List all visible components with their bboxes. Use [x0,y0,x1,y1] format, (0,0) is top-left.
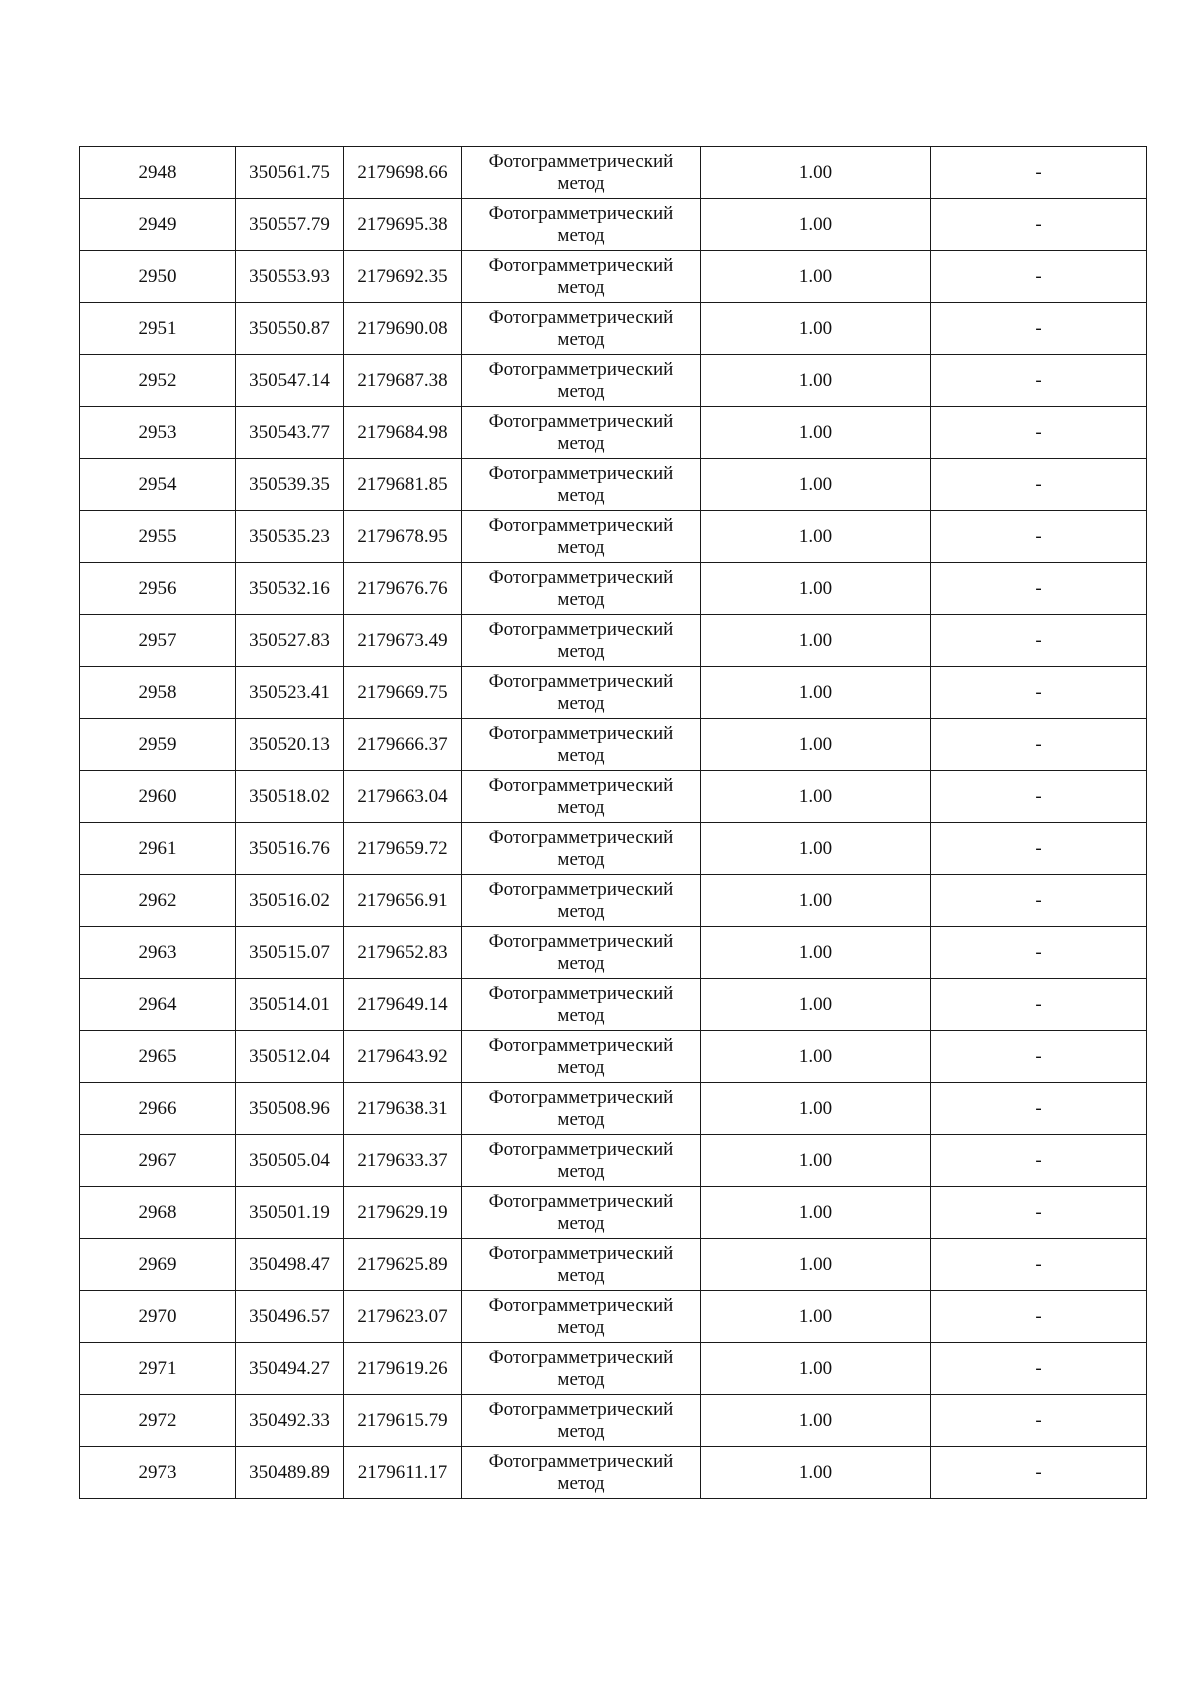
point-number-cell: 2965 [80,1031,236,1083]
y-coordinate-cell: 2179681.85 [344,459,462,511]
accuracy-cell: 1.00 [701,147,931,199]
method-line-1: Фотограмметрический [488,930,674,952]
method-cell [462,615,701,667]
method-line-2: метод [557,172,605,194]
accuracy-cell: 1.00 [701,1239,931,1291]
method-line-1: Фотограмметрический [488,1138,674,1160]
y-coordinate-cell: 2179678.95 [344,511,462,563]
table-row [80,1343,1147,1395]
point-number-cell: 2968 [80,1187,236,1239]
x-coordinate-cell: 350516.76 [236,823,344,875]
accuracy-cell: 1.00 [701,1031,931,1083]
table-row [80,667,1147,719]
note-cell: - [931,1291,1147,1343]
method-line-1: Фотограмметрический [488,826,674,848]
accuracy-cell: 1.00 [701,251,931,303]
point-number-cell: 2960 [80,771,236,823]
method-line-2: метод [557,276,605,298]
table-row [80,1291,1147,1343]
method-line-1: Фотограмметрический [488,670,674,692]
y-coordinate-cell: 2179698.66 [344,147,462,199]
table-row [80,771,1147,823]
table-row [80,563,1147,615]
table-row [80,1031,1147,1083]
point-number-cell: 2973 [80,1447,236,1499]
accuracy-cell: 1.00 [701,1083,931,1135]
accuracy-cell: 1.00 [701,1395,931,1447]
method-line-1: Фотограмметрический [488,202,674,224]
method-line-2: метод [557,1160,605,1182]
method-line-1: Фотограмметрический [488,1450,674,1472]
point-number-cell: 2956 [80,563,236,615]
method-line-1: Фотограмметрический [488,1398,674,1420]
accuracy-cell: 1.00 [701,511,931,563]
method-cell [462,771,701,823]
table-row [80,927,1147,979]
note-cell: - [931,563,1147,615]
point-number-cell: 2958 [80,667,236,719]
method-line-1: Фотограмметрический [488,1346,674,1368]
method-line-1: Фотограмметрический [488,1190,674,1212]
accuracy-cell: 1.00 [701,459,931,511]
x-coordinate-cell: 350512.04 [236,1031,344,1083]
method-cell [462,979,701,1031]
coordinates-table-body [80,147,1147,1499]
note-cell: - [931,1343,1147,1395]
point-number-cell: 2964 [80,979,236,1031]
accuracy-cell: 1.00 [701,563,931,615]
method-line-2: метод [557,1004,605,1026]
accuracy-cell: 1.00 [701,1135,931,1187]
point-number-cell: 2953 [80,407,236,459]
method-line-2: метод [557,1420,605,1442]
y-coordinate-cell: 2179625.89 [344,1239,462,1291]
y-coordinate-cell: 2179619.26 [344,1343,462,1395]
method-cell [462,459,701,511]
method-cell [462,927,701,979]
method-line-2: метод [557,1316,605,1338]
method-line-1: Фотограмметрический [488,1034,674,1056]
method-line-2: метод [557,744,605,766]
method-line-2: метод [557,1472,605,1494]
method-line-2: метод [557,432,605,454]
method-line-1: Фотограмметрический [488,358,674,380]
method-line-2: метод [557,796,605,818]
point-number-cell: 2966 [80,1083,236,1135]
y-coordinate-cell: 2179673.49 [344,615,462,667]
method-cell [462,1239,701,1291]
x-coordinate-cell: 350547.14 [236,355,344,407]
note-cell: - [931,927,1147,979]
accuracy-cell: 1.00 [701,355,931,407]
method-cell [462,355,701,407]
y-coordinate-cell: 2179659.72 [344,823,462,875]
point-number-cell: 2957 [80,615,236,667]
y-coordinate-cell: 2179623.07 [344,1291,462,1343]
x-coordinate-cell: 350553.93 [236,251,344,303]
x-coordinate-cell: 350518.02 [236,771,344,823]
method-cell [462,511,701,563]
method-cell [462,199,701,251]
method-line-2: метод [557,536,605,558]
method-line-2: метод [557,640,605,662]
method-line-1: Фотограмметрический [488,982,674,1004]
y-coordinate-cell: 2179638.31 [344,1083,462,1135]
point-number-cell: 2961 [80,823,236,875]
point-number-cell: 2967 [80,1135,236,1187]
point-number-cell: 2959 [80,719,236,771]
accuracy-cell: 1.00 [701,1447,931,1499]
x-coordinate-cell: 350489.89 [236,1447,344,1499]
accuracy-cell: 1.00 [701,407,931,459]
accuracy-cell: 1.00 [701,667,931,719]
table-row [80,511,1147,563]
method-line-2: метод [557,1056,605,1078]
method-line-1: Фотограмметрический [488,566,674,588]
note-cell: - [931,303,1147,355]
point-number-cell: 2962 [80,875,236,927]
method-line-2: метод [557,952,605,974]
note-cell: - [931,1239,1147,1291]
point-number-cell: 2963 [80,927,236,979]
point-number-cell: 2972 [80,1395,236,1447]
accuracy-cell: 1.00 [701,771,931,823]
note-cell: - [931,1395,1147,1447]
table-row [80,1083,1147,1135]
x-coordinate-cell: 350515.07 [236,927,344,979]
method-line-1: Фотограмметрический [488,1242,674,1264]
accuracy-cell: 1.00 [701,303,931,355]
method-line-1: Фотограмметрический [488,618,674,640]
table-row [80,147,1147,199]
x-coordinate-cell: 350516.02 [236,875,344,927]
method-cell [462,823,701,875]
x-coordinate-cell: 350561.75 [236,147,344,199]
y-coordinate-cell: 2179684.98 [344,407,462,459]
x-coordinate-cell: 350501.19 [236,1187,344,1239]
note-cell: - [931,251,1147,303]
x-coordinate-cell: 350557.79 [236,199,344,251]
method-line-1: Фотограмметрический [488,150,674,172]
method-line-2: метод [557,328,605,350]
accuracy-cell: 1.00 [701,719,931,771]
table-row [80,459,1147,511]
table-row [80,1187,1147,1239]
table-row [80,355,1147,407]
method-cell [462,667,701,719]
method-cell [462,1031,701,1083]
x-coordinate-cell: 350514.01 [236,979,344,1031]
y-coordinate-cell: 2179652.83 [344,927,462,979]
method-line-1: Фотограмметрический [488,774,674,796]
method-line-2: метод [557,900,605,922]
y-coordinate-cell: 2179669.75 [344,667,462,719]
table-row [80,1447,1147,1499]
note-cell: - [931,1187,1147,1239]
note-cell: - [931,875,1147,927]
y-coordinate-cell: 2179687.38 [344,355,462,407]
point-number-cell: 2955 [80,511,236,563]
point-number-cell: 2971 [80,1343,236,1395]
method-cell [462,1343,701,1395]
x-coordinate-cell: 350543.77 [236,407,344,459]
note-cell: - [931,459,1147,511]
accuracy-cell: 1.00 [701,615,931,667]
method-line-2: метод [557,1108,605,1130]
table-row [80,875,1147,927]
method-line-1: Фотограмметрический [488,306,674,328]
point-number-cell: 2949 [80,199,236,251]
method-cell [462,875,701,927]
y-coordinate-cell: 2179690.08 [344,303,462,355]
method-line-2: метод [557,1368,605,1390]
note-cell: - [931,355,1147,407]
accuracy-cell: 1.00 [701,927,931,979]
x-coordinate-cell: 350496.57 [236,1291,344,1343]
y-coordinate-cell: 2179611.17 [344,1447,462,1499]
point-number-cell: 2952 [80,355,236,407]
y-coordinate-cell: 2179643.92 [344,1031,462,1083]
x-coordinate-cell: 350527.83 [236,615,344,667]
note-cell: - [931,1447,1147,1499]
note-cell: - [931,719,1147,771]
note-cell: - [931,771,1147,823]
note-cell: - [931,147,1147,199]
table-row [80,199,1147,251]
x-coordinate-cell: 350508.96 [236,1083,344,1135]
x-coordinate-cell: 350532.16 [236,563,344,615]
table-row [80,407,1147,459]
method-line-2: метод [557,1264,605,1286]
note-cell: - [931,1031,1147,1083]
method-line-1: Фотограмметрический [488,722,674,744]
method-line-1: Фотограмметрический [488,410,674,432]
table-row [80,1239,1147,1291]
method-cell [462,1187,701,1239]
y-coordinate-cell: 2179663.04 [344,771,462,823]
accuracy-cell: 1.00 [701,1343,931,1395]
x-coordinate-cell: 350539.35 [236,459,344,511]
note-cell: - [931,511,1147,563]
y-coordinate-cell: 2179656.91 [344,875,462,927]
note-cell: - [931,1135,1147,1187]
method-line-1: Фотограмметрический [488,514,674,536]
point-number-cell: 2954 [80,459,236,511]
table-row [80,823,1147,875]
x-coordinate-cell: 350494.27 [236,1343,344,1395]
x-coordinate-cell: 350492.33 [236,1395,344,1447]
accuracy-cell: 1.00 [701,823,931,875]
method-line-2: метод [557,224,605,246]
x-coordinate-cell: 350505.04 [236,1135,344,1187]
table-row [80,719,1147,771]
note-cell: - [931,407,1147,459]
note-cell: - [931,979,1147,1031]
x-coordinate-cell: 350523.41 [236,667,344,719]
method-line-1: Фотограмметрический [488,1086,674,1108]
accuracy-cell: 1.00 [701,1187,931,1239]
x-coordinate-cell: 350550.87 [236,303,344,355]
x-coordinate-cell: 350535.23 [236,511,344,563]
method-line-1: Фотограмметрический [488,462,674,484]
method-cell [462,1083,701,1135]
method-line-1: Фотограмметрический [488,878,674,900]
method-line-1: Фотограмметрический [488,1294,674,1316]
y-coordinate-cell: 2179633.37 [344,1135,462,1187]
method-cell [462,251,701,303]
accuracy-cell: 1.00 [701,1291,931,1343]
method-cell [462,1135,701,1187]
note-cell: - [931,1083,1147,1135]
note-cell: - [931,615,1147,667]
method-line-2: метод [557,484,605,506]
coordinates-table [79,146,1147,1499]
method-cell [462,1447,701,1499]
y-coordinate-cell: 2179695.38 [344,199,462,251]
method-line-2: метод [557,692,605,714]
table-row [80,251,1147,303]
table-row [80,1135,1147,1187]
table-row [80,1395,1147,1447]
point-number-cell: 2970 [80,1291,236,1343]
point-number-cell: 2951 [80,303,236,355]
table-row [80,979,1147,1031]
y-coordinate-cell: 2179649.14 [344,979,462,1031]
method-cell [462,1395,701,1447]
method-cell [462,147,701,199]
method-line-2: метод [557,1212,605,1234]
x-coordinate-cell: 350498.47 [236,1239,344,1291]
y-coordinate-cell: 2179615.79 [344,1395,462,1447]
y-coordinate-cell: 2179666.37 [344,719,462,771]
method-line-2: метод [557,848,605,870]
y-coordinate-cell: 2179692.35 [344,251,462,303]
table-row [80,615,1147,667]
method-line-2: метод [557,380,605,402]
method-cell [462,407,701,459]
accuracy-cell: 1.00 [701,979,931,1031]
point-number-cell: 2948 [80,147,236,199]
method-cell [462,1291,701,1343]
accuracy-cell: 1.00 [701,875,931,927]
method-cell [462,563,701,615]
y-coordinate-cell: 2179676.76 [344,563,462,615]
accuracy-cell: 1.00 [701,199,931,251]
point-number-cell: 2969 [80,1239,236,1291]
table-row [80,303,1147,355]
method-cell [462,719,701,771]
note-cell: - [931,823,1147,875]
method-line-2: метод [557,588,605,610]
method-cell [462,303,701,355]
note-cell: - [931,667,1147,719]
y-coordinate-cell: 2179629.19 [344,1187,462,1239]
x-coordinate-cell: 350520.13 [236,719,344,771]
note-cell: - [931,199,1147,251]
method-line-1: Фотограмметрический [488,254,674,276]
point-number-cell: 2950 [80,251,236,303]
